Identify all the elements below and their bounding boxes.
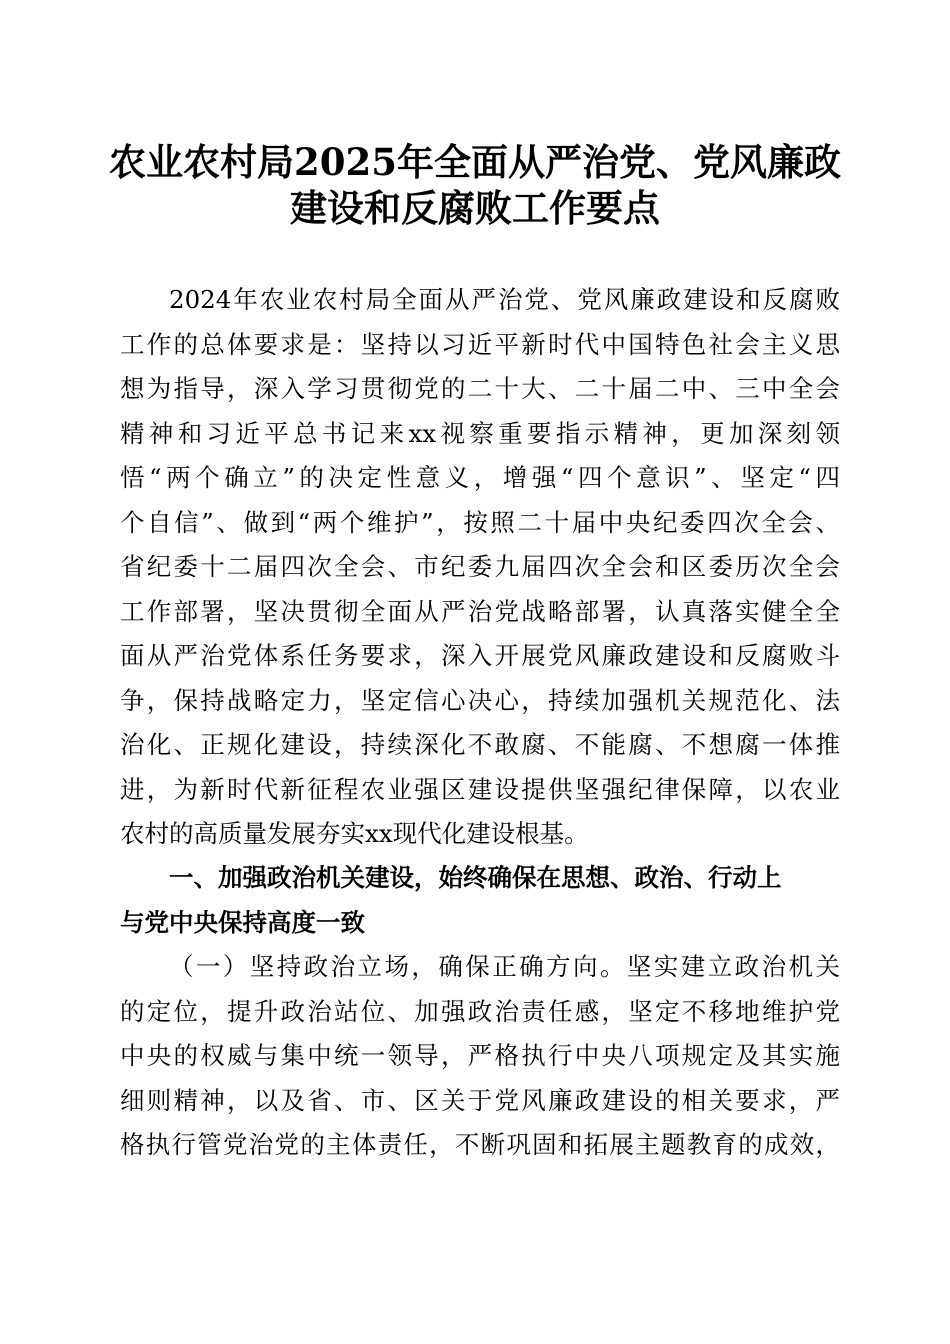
intro-line: 进，为新时代新征程农业强区建设提供坚强纪律保障，以农业 [120,774,840,804]
section-1-heading [120,856,840,945]
intro-line: 2024年农业农村局全面从严治党、党风廉政建设和反腐败 [169,285,840,314]
section-heading-line: 与党中央保持高度一致 [120,907,365,937]
intro-line: 面从严治党体系任务要求，深入开展党风廉政建设和反腐败斗 [120,641,840,670]
document-title-line-1: 农业农村局2025年全面从严治党、党风廉政 [109,140,841,184]
section-heading-line: 一、加强政治机关建设，始终确保在思想、政治、行动上 [169,863,782,892]
intro-line: 治化、正规化建设，持续深化不敢腐、不能腐、不想腐一体推 [120,730,840,759]
intro-line: 工作的总体要求是：坚持以习近平新时代中国特色社会主义思 [120,329,840,359]
intro-line: 农村的高质量发展夯实xx现代化建设根基。 [120,819,589,848]
document-title-line-2: 建设和反腐败工作要点 [290,186,660,230]
section-para-line: （一）坚持政治立场，确保正确方向。坚实建立政治机关 [169,952,840,981]
section-para-line: 中央的权威与集中统一领导，严格执行中央八项规定及其实施 [120,1041,840,1070]
intro-line: 个自信”、做到“两个维护”，按照二十届中央纪委四次全会、 [120,507,840,537]
section-para-line: 格执行管党治党的主体责任，不断巩固和拓展主题教育的成效， [120,1130,840,1159]
intro-line: 工作部署，坚决贯彻全面从严治党战略部署，认真落实健全全 [120,596,840,626]
section-1-paragraph [120,945,840,1168]
intro-line: 悟“两个确立”的决定性意义，增强“四个意识”、坚定“四 [120,463,840,492]
intro-line: 省纪委十二届四次全会、市纪委九届四次全会和区委历次全会 [120,552,840,581]
intro-paragraph [120,278,840,857]
section-para-line: 的定位，提升政治站位、加强政治责任感，坚定不移地维护党 [120,996,840,1026]
intro-line: 想为指导，深入学习贯彻党的二十大、二十届二中、三中全会 [120,374,840,403]
section-para-line: 细则精神，以及省、市、区关于党风廉政建设的相关要求，严 [120,1085,840,1115]
intro-line: 精神和习近平总书记来xx视察重要指示精神，更加深刻领 [120,418,840,448]
intro-line: 争，保持战略定力，坚定信心决心，持续加强机关规范化、法 [120,685,840,715]
